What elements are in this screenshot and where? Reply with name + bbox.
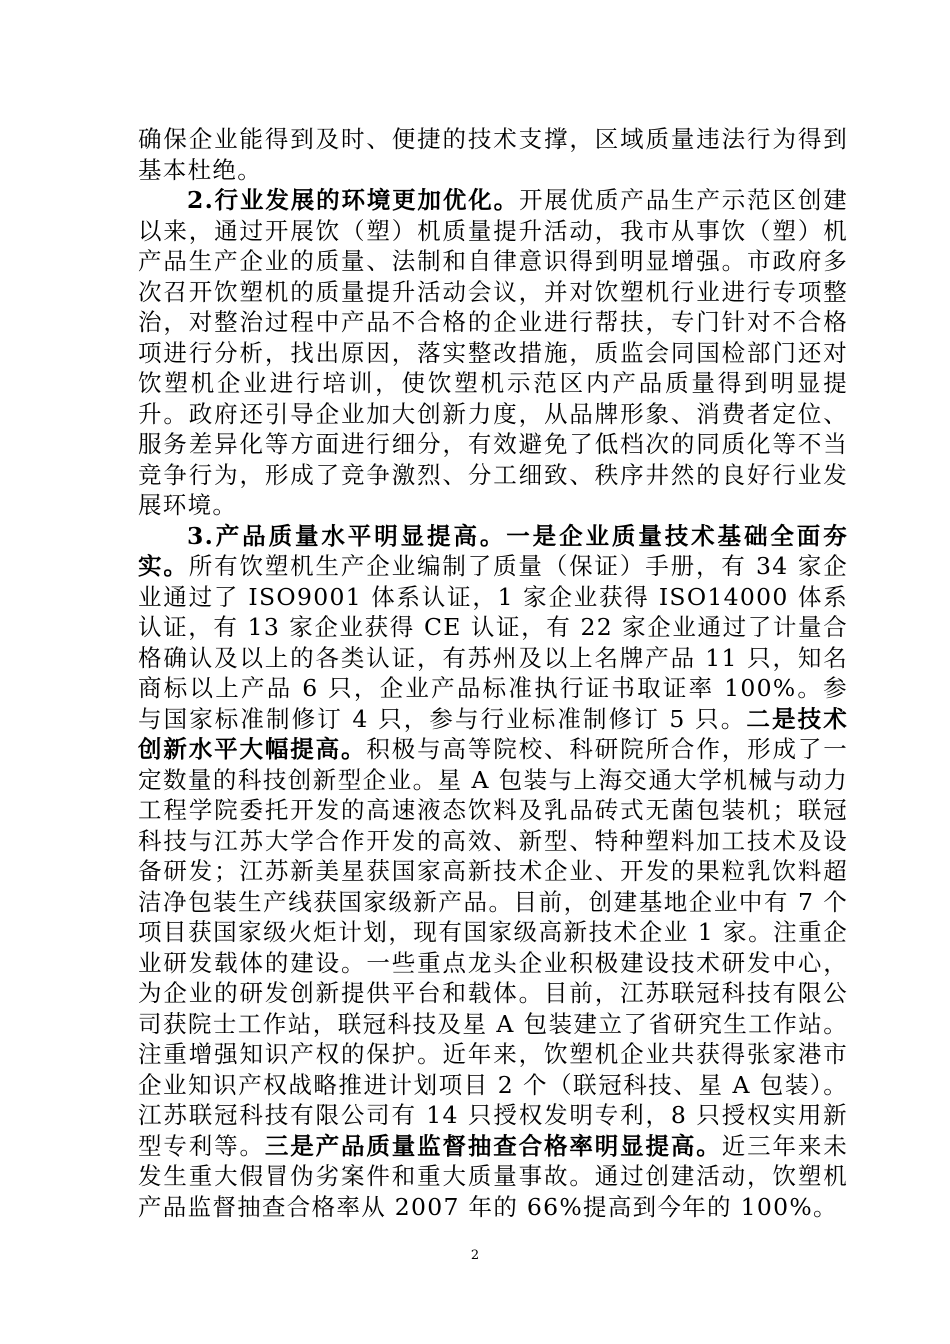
paragraph-text: 积极与高等院校、科研院所合作，形成了一定数量的科技创新型企业。星 A 包装与上海交通大学机械与动力工程学院委托开发的高速液态饮料及乳品砖式无菌包装机；联冠科技与江苏大学合作开发的高效、新型、特种塑料加工技术及设备研发；江苏新美星获国家高新技术企业、开发的果粒乳饮料超洁净包装生产线获国家级新产品。目前，创建基地企业中有 7 个项目获国家级火炬计划，现有国家级高新技术企业 1 家。注重企业研发载体的建设。一些重点龙头企业积极建设技术研发中心，为企业的研发创新提供平台和载体。目前，江苏联冠科技有限公司获院士工作站，联冠科技及星 A 包装建立了省研究生工作站。注重增强知识产权的保护。近年来，饮塑机企业共获得张家港市企业知识产权战略推进计划项目 2 个（联冠科技、星 A 包装）。江苏联冠科技有限公司有 14 只授权发明专利，8 只授权实用新型专利等。 (138, 735, 849, 1160)
paragraph-continuation (138, 124, 848, 185)
paragraph-product-quality (138, 521, 848, 1223)
subsection-heading: 三是产品质量监督抽查合格率明显提高。 (264, 1131, 722, 1160)
section-heading: 2.行业发展的环境更加优化。 (187, 186, 519, 214)
subsection-heading: 一是企业质量技术基础全面夯实。 (138, 521, 848, 580)
paragraph-text: 开展优质产品生产示范区创建以来，通过开展饮（塑）机质量提升活动，我市从事饮（塑）机产品生产企业的质量、法制和自律意识得到明显增强。市政府多次召开饮塑机的质量提升活动会议，并对饮塑机行业进行专项整治，对整治过程中产品不合格的企业进行帮扶，专门针对不合格项进行分析，找出原因，落实整改措施，质监会同国检部门还对饮塑机企业进行培训，使饮塑机示范区内产品质量得到明显提升。政府还引导企业加大创新力度，从品牌形象、消费者定位、服务差异化等方面进行细分，有效避免了低档次的同质化等不当竞争行为，形成了竞争激烈、分工细致、秩序井然的良好行业发展环境。 (138, 186, 849, 519)
paragraph-industry-environment (138, 185, 848, 521)
page-number: 2 (470, 1248, 480, 1263)
paragraph-text: 所有饮塑机生产企业编制了质量（保证）手册，有 34 家企业通过了 ISO9001 体系认证，1 家企业获得 ISO14000 体系认证，有 13 家企业获得 CE 认证，有 22 家企业通过了计量合格确认及以上的各类认证，有苏州及以上名牌产品 11 只，知名商标以上产品 6 只，企业产品标准执行证书取证率 100%。参与国家标准制修订 4 只，参与行业标准制修订 5 只。 (138, 552, 848, 733)
paragraph-text: 确保企业能得到及时、便捷的技术支撑，区域质量违法行为得到基本杜绝。 (138, 125, 848, 184)
subsection-heading: 二是技术创新水平大幅提高。 (138, 704, 848, 763)
section-heading: 3.产品质量水平明显提高。 (187, 521, 507, 550)
paragraph-text: 近三年来未发生重大假冒伪劣案件和重大质量事故。通过创建活动，饮塑机产品监督抽查合格率从 2007 年的 66%提高到今年的 100%。 (138, 1131, 848, 1221)
document-body (138, 124, 848, 1222)
